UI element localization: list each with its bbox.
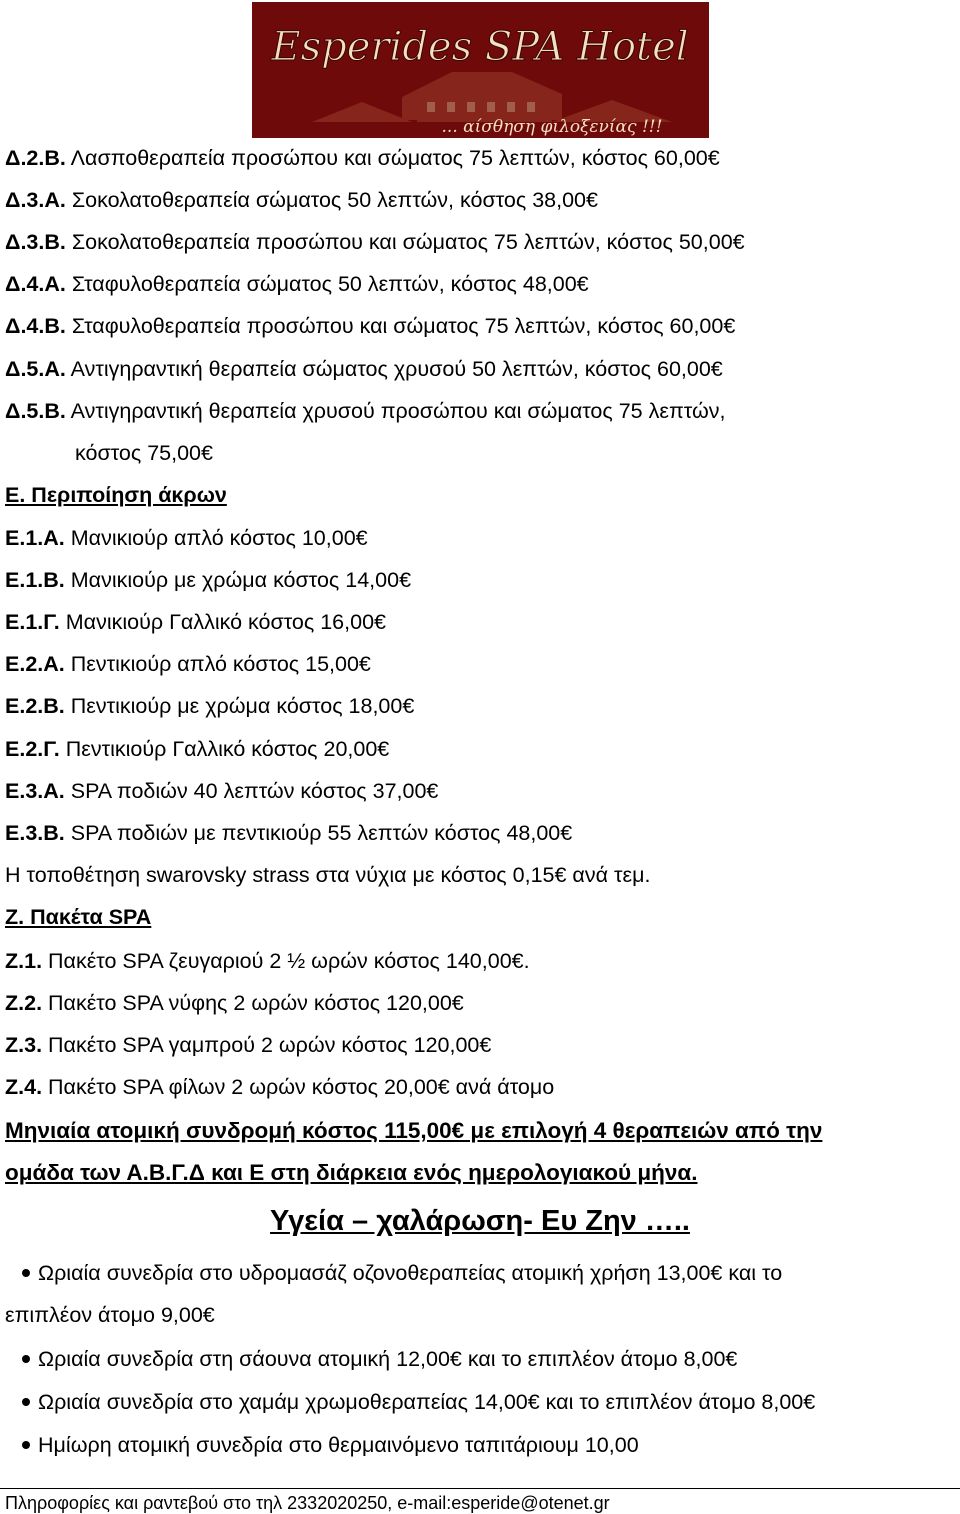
- service-code: Ε.3.Α.: [5, 779, 65, 803]
- service-text: Σοκολατοθεραπεία σώματος 50 λεπτών, κόστος 38,00€: [65, 188, 598, 212]
- price-line: [5, 990, 464, 1016]
- monthly-subscription-line-2: ομάδα των Α.Β.Γ.Δ και Ε στη διάρκεια ενός ημερολογιακού μήνα.: [5, 1160, 698, 1185]
- price-line: [5, 1032, 491, 1058]
- price-line: [5, 609, 386, 635]
- logo-graphic: [252, 2, 709, 138]
- service-code: Δ.3.Β.: [5, 230, 66, 254]
- price-line: [5, 482, 227, 508]
- extra-text: Ωριαία συνεδρία στη σάουνα ατομική 12,00€ και το επιπλέον άτομο 8,00€: [38, 1347, 738, 1371]
- bullet-icon: [22, 1269, 30, 1277]
- service-text: Πεντικιούρ Γαλλικό κόστος 20,00€: [59, 737, 390, 761]
- service-text: Σοκολατοθεραπεία προσώπου και σώματος 75 λεπτών, κόστος 50,00€: [65, 230, 745, 254]
- price-line: [5, 948, 530, 974]
- extra-item: [22, 1389, 815, 1415]
- service-text: Σταφυλοθεραπεία προσώπου και σώματος 75 λεπτών, κόστος 60,00€: [65, 314, 736, 338]
- price-line: [75, 440, 213, 466]
- service-code: Ε.1.Γ.: [5, 610, 60, 634]
- service-text: Μανικιούρ απλό κόστος 10,00€: [64, 526, 368, 550]
- footer-divider: [0, 1488, 960, 1489]
- service-code: Ε.1.Β.: [5, 568, 65, 592]
- service-text: SPA ποδιών με πεντικιούρ 55 λεπτών κόστος 48,00€: [64, 821, 573, 845]
- service-code: Ζ.1.: [5, 949, 43, 973]
- service-code: Ζ.3.: [5, 1033, 43, 1057]
- price-line: [5, 356, 723, 382]
- service-code: Ε.3.Β.: [5, 821, 65, 845]
- monthly-subscription-line-1: Μηνιαία ατομική συνδρομή κόστος 115,00€ με επιλογή 4 θεραπειών από την: [5, 1118, 823, 1143]
- service-code: Ε.2.Γ.: [5, 737, 60, 761]
- service-text: Σταφυλοθεραπεία σώματος 50 λεπτών, κόστος 48,00€: [65, 272, 589, 296]
- service-text: Πεντικιούρ απλό κόστος 15,00€: [64, 652, 371, 676]
- price-line: [5, 693, 414, 719]
- price-line: [5, 904, 151, 930]
- service-text: Ε. Περιποίηση άκρων: [5, 483, 227, 507]
- service-code: Ε.2.Β.: [5, 694, 65, 718]
- hotel-logo: [252, 2, 709, 138]
- price-line: [5, 229, 745, 255]
- price-line: [5, 525, 368, 551]
- service-text: Αντιγηραντική θεραπεία σώματος χρυσού 50 λεπτών, κόστος 60,00€: [65, 357, 723, 381]
- bullet-icon: [22, 1398, 30, 1406]
- tagline: Υγεία – χαλάρωση- Ευ Ζην …..: [270, 1205, 690, 1237]
- price-line: [5, 567, 411, 593]
- service-text: Πακέτο SPA γαμπρού 2 ωρών κόστος 120,00€: [42, 1033, 492, 1057]
- price-line: [5, 271, 589, 297]
- footer-contact: Πληροφορίες και ραντεβού στο τηλ 2332020250, e-mail:esperide@otenet.gr: [5, 1493, 610, 1513]
- service-text: κόστος 75,00€: [75, 441, 213, 465]
- service-text: Πακέτο SPA ζευγαριού 2 ½ ωρών κόστος 140,00€.: [42, 949, 530, 973]
- price-line: [5, 736, 389, 762]
- logo-brand-text: Esperides SPA Hotel: [271, 24, 689, 70]
- price-line: [5, 313, 735, 339]
- service-text: Μανικιούρ με χρώμα κόστος 14,00€: [64, 568, 412, 592]
- service-code: Δ.4.Α.: [5, 272, 66, 296]
- price-line: [5, 1074, 554, 1100]
- extra-text: Ημίωρη ατομική συνεδρία στο θερμαινόμενο ταπιτάριουμ 10,00: [38, 1433, 639, 1457]
- extra-text: Ωριαία συνεδρία στο χαμάμ χρωμοθεραπείας 14,00€ και το επιπλέον άτομο 8,00€: [38, 1390, 816, 1414]
- extra-item: [22, 1346, 737, 1372]
- service-text: Πακέτο SPA νύφης 2 ωρών κόστος 120,00€: [42, 991, 464, 1015]
- price-line: [5, 820, 572, 846]
- price-line: [5, 862, 650, 888]
- service-text: SPA ποδιών 40 λεπτών κόστος 37,00€: [64, 779, 439, 803]
- price-line: [5, 145, 720, 171]
- price-line: [5, 398, 725, 424]
- price-line: [5, 187, 598, 213]
- service-text: Πακέτο SPA φίλων 2 ωρών κόστος 20,00€ ανά άτομο: [42, 1075, 555, 1099]
- service-text: Η τοποθέτηση swarovsky strass στα νύχια με κόστος 0,15€ ανά τεμ.: [5, 863, 651, 887]
- service-code: Δ.5.Β.: [5, 399, 66, 423]
- price-line: [5, 778, 438, 804]
- price-line: [5, 651, 371, 677]
- extra-item: [22, 1260, 782, 1286]
- bullet-icon: [22, 1355, 30, 1363]
- service-code: Δ.4.Β.: [5, 314, 66, 338]
- service-code: Ζ.4.: [5, 1075, 43, 1099]
- extra-text: Ωριαία συνεδρία στο υδρομασάζ οζονοθεραπείας ατομική χρήση 13,00€ και το: [38, 1261, 783, 1285]
- service-code: Δ.5.Α.: [5, 357, 66, 381]
- service-code: Δ.2.Β.: [5, 146, 66, 170]
- bullet-icon: [22, 1441, 30, 1449]
- service-text: Μανικιούρ Γαλλικό κόστος 16,00€: [59, 610, 386, 634]
- service-code: Δ.3.Α.: [5, 188, 66, 212]
- extra-item: [22, 1432, 639, 1458]
- extra-text-continuation: επιπλέον άτομο 9,00€: [5, 1303, 215, 1327]
- service-code: Ζ.2.: [5, 991, 43, 1015]
- logo-slogan: ... αίσθηση φιλοξενίας !!!: [441, 117, 663, 137]
- service-text: Αντιγηραντική θεραπεία χρυσού προσώπου και σώματος 75 λεπτών,: [65, 399, 726, 423]
- service-code: Ε.1.Α.: [5, 526, 65, 550]
- service-text: Ζ. Πακέτα SPA: [5, 905, 152, 929]
- service-text: Πεντικιούρ με χρώμα κόστος 18,00€: [64, 694, 415, 718]
- service-text: Λασποθεραπεία προσώπου και σώματος 75 λεπτών, κόστος 60,00€: [65, 146, 720, 170]
- service-code: Ε.2.Α.: [5, 652, 65, 676]
